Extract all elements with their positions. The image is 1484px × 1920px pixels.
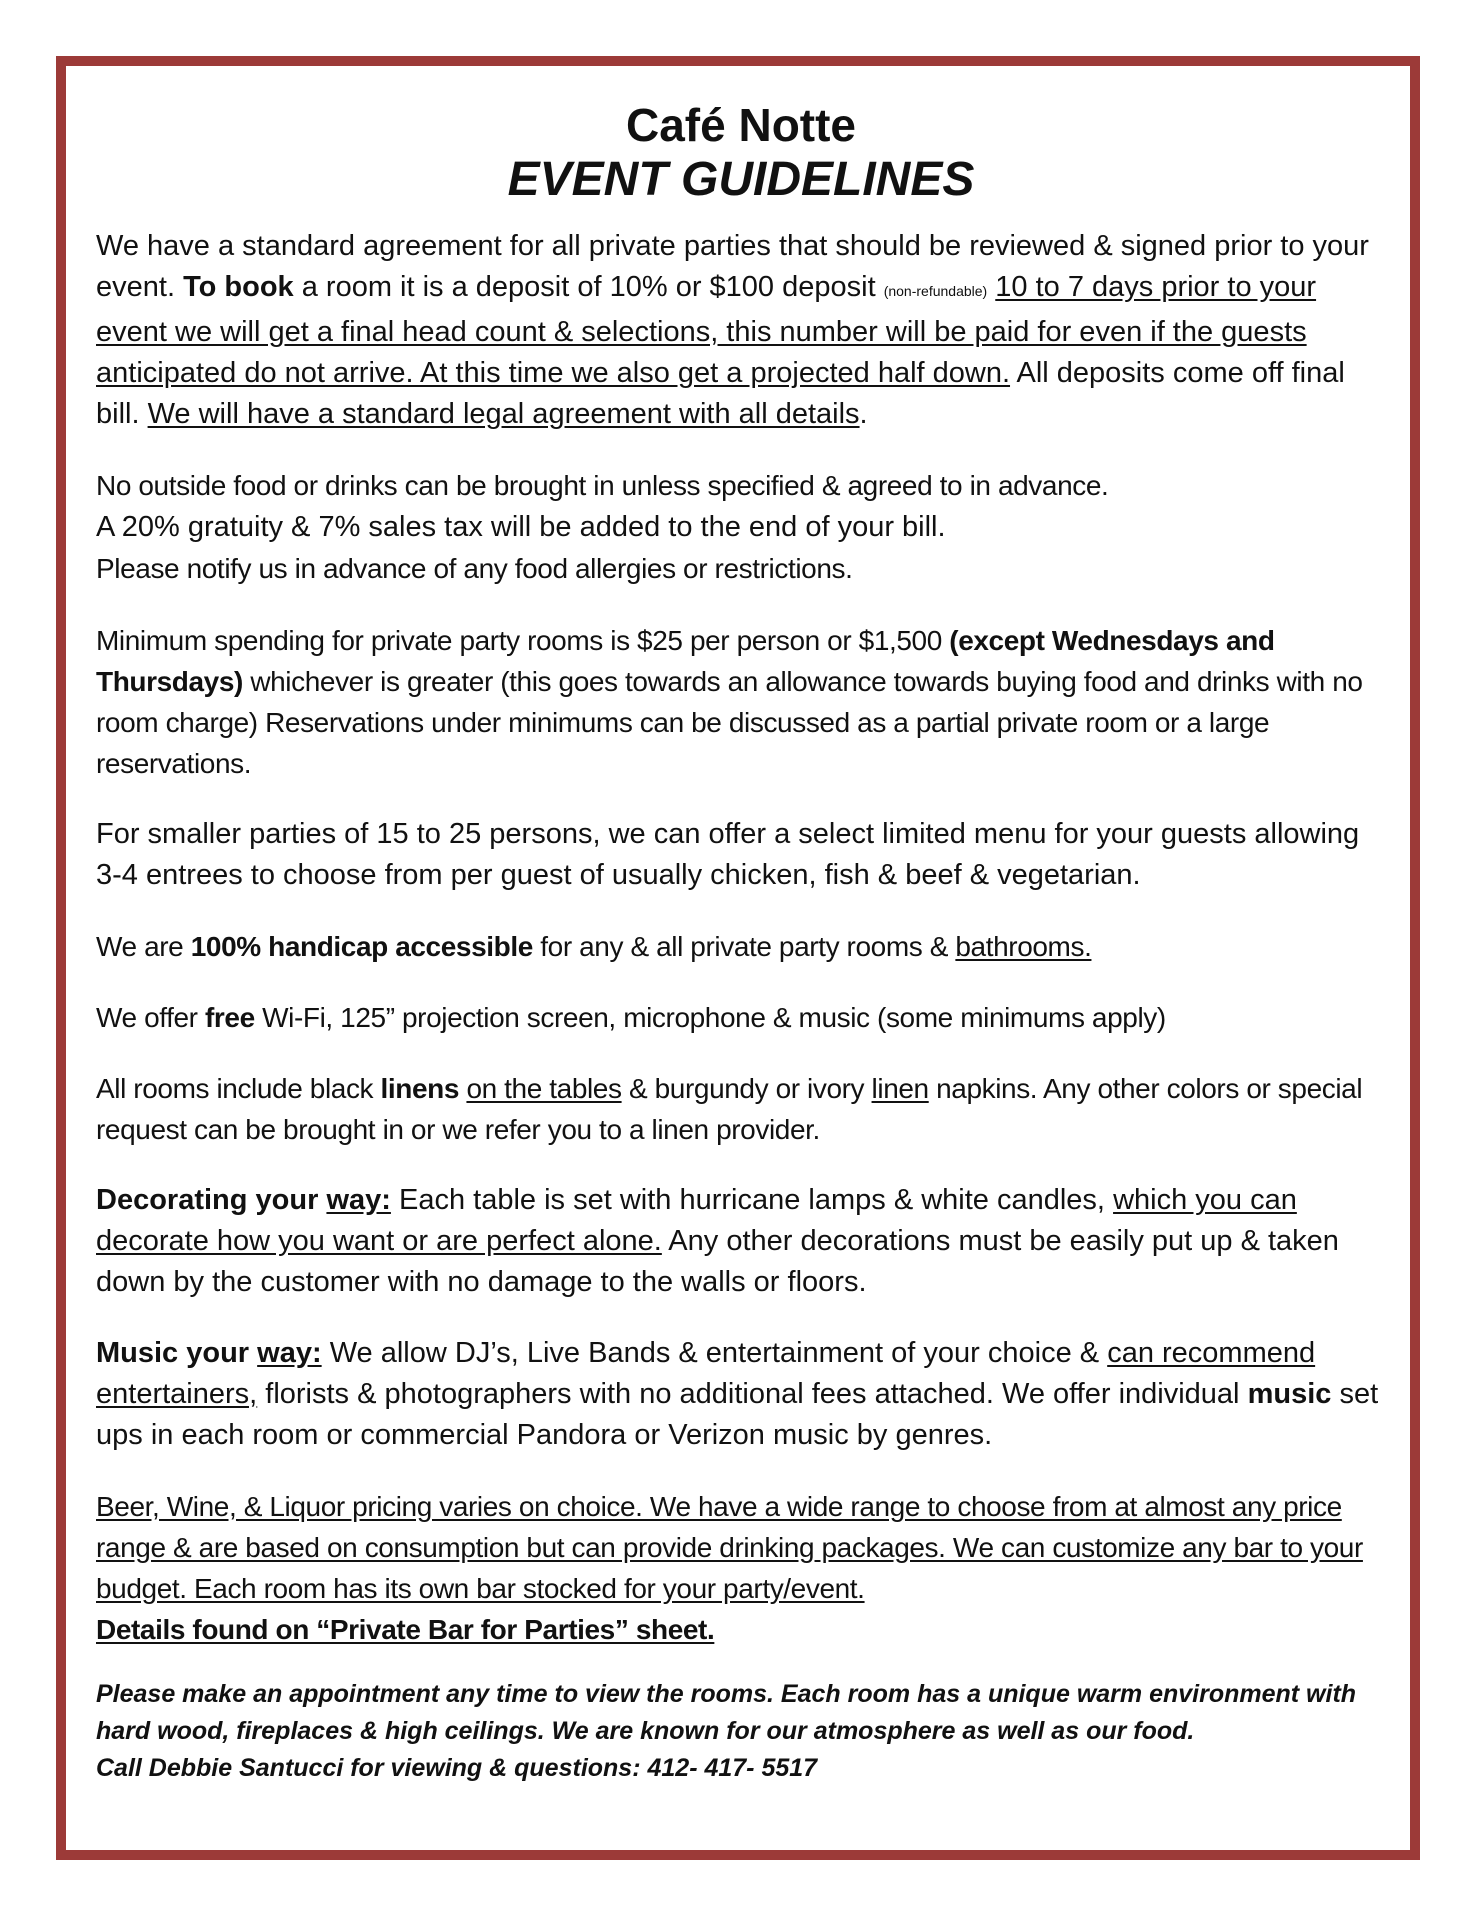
- document-body: [96, 98, 1386, 1787]
- agreement-paragraph: We have a standard agreement for all private parties that should be reviewed & signed prior to your event. To book a room it is a deposit of 10% or $100 deposit (non-refundable) 10 to 7 days prior to your event we will get a final head count & selections, this number will be paid for even if the guests anticipated do not arrive. At this time we also get a projected half down. All deposits come off final bill. We will have a standard legal agreement with all details.: [96, 230, 1369, 430]
- page-title: Café Notte: [625, 99, 857, 151]
- bar-pricing-paragraph: Beer, Wine, & Liquor pricing varies on choice. We have a wide range to choose from at almost any price range & are based on consumption but can provide drinking packages. We can customize any bar to your budget. Each room has its own bar stocked for your party/event. Details found on “Private Bar for Parties” sheet.: [96, 1491, 1363, 1645]
- appointment-text: Please make an appointment any time to view the rooms. Each room has a unique warm environment with hard wood, fireplaces & high ceilings. We are known for our atmosphere as well as our food.: [96, 1680, 1357, 1745]
- non-refundable-note: (non-refundable): [883, 283, 988, 299]
- linens-paragraph: All rooms include black linens on the tables & burgundy or ivory linen napkins. Any other colors or special request can be brought in or we refer you to a linen provider.: [96, 1073, 1363, 1145]
- accessibility-paragraph: We are 100% handicap accessible for any & all private party rooms & bathrooms.: [96, 931, 1092, 962]
- gratuity-line: A 20% gratuity & 7% sales tax will be added to the end of your bill.: [96, 511, 946, 543]
- page-subtitle: EVENT GUIDELINES: [507, 153, 975, 206]
- page-border: [56, 56, 1420, 1860]
- outside-food-line: No outside food or drinks can be brought in unless specified & agreed to in advance.: [96, 470, 1109, 501]
- bar-details-note: Details found on “Private Bar for Parties” sheet.: [96, 1614, 715, 1645]
- contact-line: Call Debbie Santucci for viewing & questions: 412- 417- 5517: [96, 1754, 818, 1782]
- allergies-line: Please notify us in advance of any food allergies or restrictions.: [96, 553, 853, 584]
- minimum-spending-paragraph: Minimum spending for private party rooms is $25 per person or $1,500 (except Wednesdays and Thursdays) whichever is greater (this goes towards an allowance towards buying food and drinks with no room charge) Reservations under minimums can be discussed as a partial private room or a large reservations.: [96, 625, 1363, 779]
- amenities-paragraph: We offer free Wi-Fi, 125” projection screen, microphone & music (some minimums apply): [96, 1002, 1166, 1033]
- smaller-parties-paragraph: For smaller parties of 15 to 25 persons, we can offer a select limited menu for your guests allowing 3-4 entrees to choose from per guest of usually chicken, fish & beef & vegetarian.: [96, 818, 1360, 891]
- appointment-note: [96, 1676, 1386, 1787]
- music-paragraph: Music your way: We allow DJ’s, Live Bands & entertainment of your choice & can recommend entertainers, florists & photographers with no additional fees attached. We offer individual music set ups in each room or commercial Pandora or Verizon music by genres.: [96, 1337, 1379, 1451]
- policy-paragraph: [96, 465, 1386, 590]
- decorating-paragraph: Decorating your way: Each table is set with hurricane lamps & white candles, which you can decorate how you want or are perfect alone. Any other decorations must be easily put up & taken down by the customer with no damage to the walls or floors.: [96, 1184, 1339, 1298]
